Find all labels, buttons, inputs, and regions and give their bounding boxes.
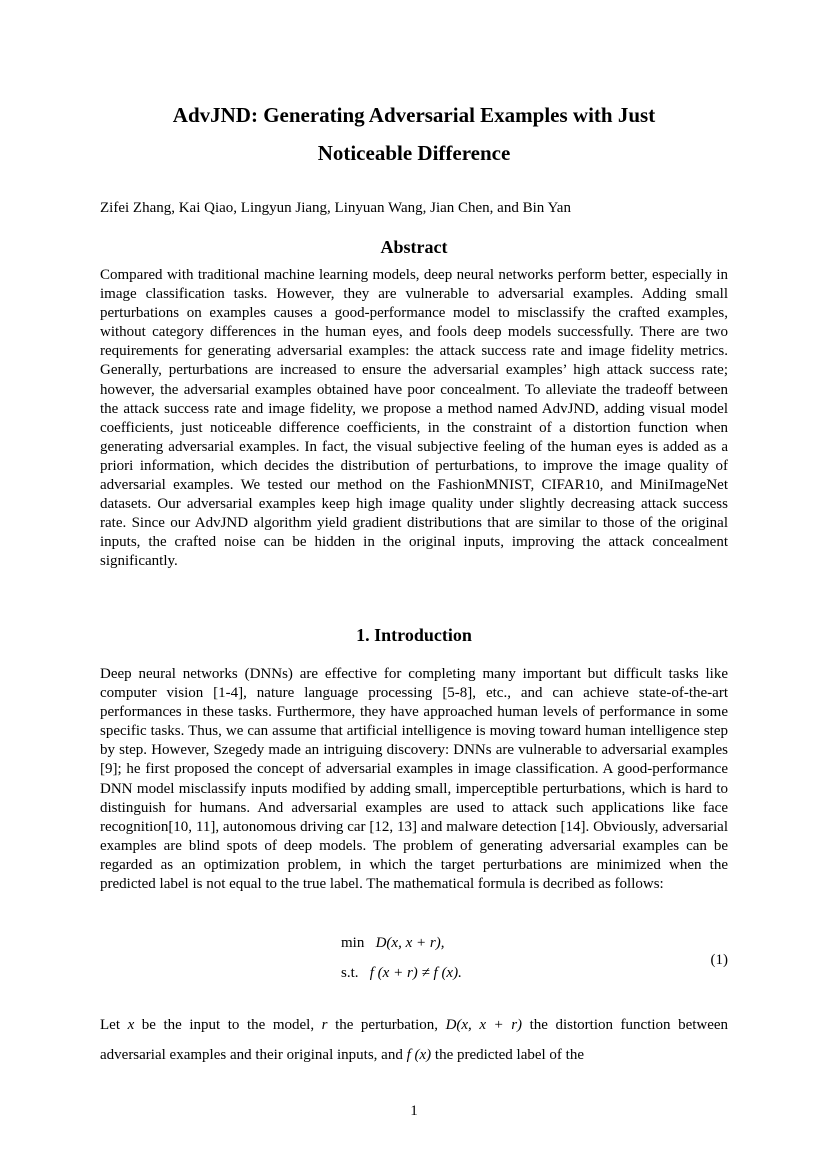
equation-operator-subject-to: s.t. (341, 965, 359, 981)
equation-constraint-expression: f (x + r) ≠ f (x). (369, 965, 462, 981)
abstract-heading: Abstract (380, 237, 448, 257)
abstract-body: Compared with traditional machine learning models, deep neural networks perform better, especially in image classification tasks. However, they are vulnerable to adversarial examples. Adding small perturbations on examples causes a good-performance model to misclassify the crafted examples, without category differences in the human eyes, and fools deep models successfully. There are two requirements for generating adversarial examples: the attack success rate and image fidelity metrics. Generally, perturbations are increased to ensure the adversarial examples’ high attack success rate; however, the adversarial examples obtained have poor concealment. To alleviate the tradeoff between the attack success rate and image fidelity, we propose a method named AdvJND, adding visual model coefficients, just noticeable difference coefficients, in the constraint of a distortion function when generating adversarial examples. In fact, the visual subjective feeling of the human eyes is added as a priori information, which decides the distribution of perturbations, to improve the image quality of adversarial examples. We tested our method on the FashionMNIST, CIFAR10, and MiniImageNet datasets. Our adversarial examples keep high image quality under slightly decreasing attack success rate. Since our AdvJND algorithm yield gradient distributions that are similar to those of the original inputs, the crafted noise can be hidden in the original inputs, improving the attack concealment significantly. (100, 267, 728, 570)
text-segment: the predicted label of the (434, 1047, 585, 1063)
predicted-label-function: f (x) (406, 1047, 432, 1063)
variable-x: x (127, 1017, 135, 1033)
introduction-body: Deep neural networks (DNNs) are effective for completing many important but difficult tasks like computer vision [1-4], nature language processing [5-8], etc., and can achieve state-of-the-art performances in these tasks. Furthermore, they have approached human levels of performance in some specific tasks. Thus, we can assume that artificial intelligence is moving toward human intelligence step by step. However, Szegedy made an intriguing discovery: DNNs are vulnerable to adversarial examples [9]; he first proposed the concept of adversarial examples in image classification. A good-performance DNN model misclassify inputs modified by adding small, imperceptible perturbations, which is hard to distinguish for humans. And adversarial examples are used to attack such applications like face recognition[10, 11], autonomous driving car [12, 13] and malware detection [14]. Obviously, adversarial examples are blind spots of deep models. The problem of generating adversarial examples can be regarded as an optimization problem, in which the target perturbations are minimized when the predicted label is not equal to the true label. The mathematical formula is decribed as follows: (100, 666, 728, 893)
variable-r: r (321, 1017, 328, 1033)
paragraph-after-equation (100, 1010, 728, 1070)
page-number: 1 (410, 1103, 418, 1119)
equation-operator-min: min (341, 935, 365, 951)
distortion-function: D(x, x + r) (445, 1017, 523, 1033)
equation-line-objective (341, 935, 444, 952)
equation-number: (1) (710, 952, 728, 968)
author-list: Zifei Zhang, Kai Qiao, Lingyun Jiang, Linyuan Wang, Jian Chen, and Bin Yan (100, 200, 571, 216)
text-segment: be the input to the model, (141, 1017, 315, 1033)
equation-objective-expression: D(x, x + r), (375, 935, 445, 951)
text-segment: the perturbation, (335, 1017, 438, 1033)
equation-1 (100, 932, 728, 990)
text-segment: the distortion function between adversarial examples and their original inputs, and (100, 1017, 729, 1063)
paper-title-line-2: Noticeable Difference (317, 141, 511, 165)
equation-line-constraint (341, 965, 462, 982)
introduction-heading: 1. Introduction (356, 625, 472, 645)
text-segment: Let (100, 1017, 120, 1033)
paper-title-line-1: AdvJND: Generating Adversarial Examples with Just (172, 103, 656, 127)
